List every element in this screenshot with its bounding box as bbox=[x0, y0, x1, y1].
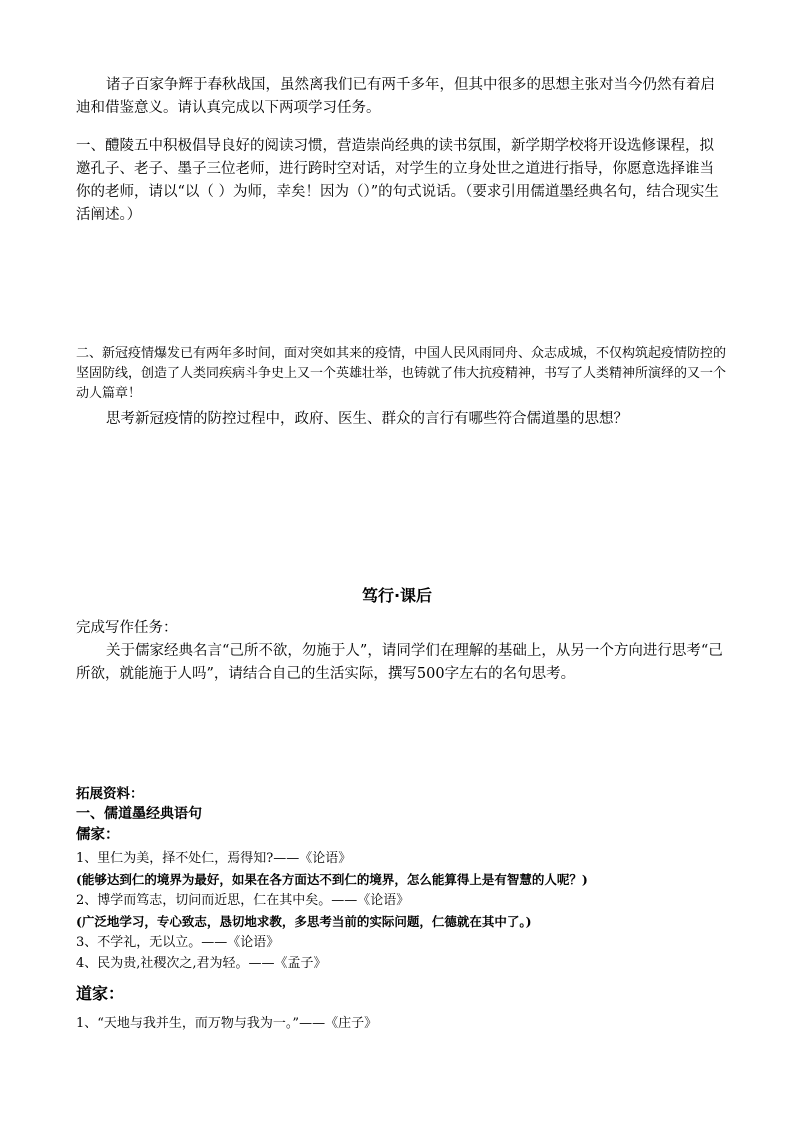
writing-task-label: 完成写作任务： bbox=[76, 620, 178, 636]
writing-task-text: 关于儒家经典名言“己所不欲，勿施于人”，请同学们在理解的基础上，从另一个方向进行思考“己所欲，就能施于人吗”，请结合自己的生活实际，撰写500字左右的名句思考。 bbox=[76, 643, 723, 682]
daoist-item-1: 1、“天地与我并生，而万物与我为一。”——《庄子》 bbox=[76, 1016, 378, 1031]
confucian-heading: 儒家： bbox=[76, 827, 120, 843]
confucian-item-2-note: (广泛地学习，专心致志，恳切地求教，多思考当前的实际问题，仁德就在其中了。) bbox=[76, 914, 532, 929]
confucian-item-1-note: (能够达到仁的境界为最好，如果在各方面达不到仁的境界，怎么能算得上是有智慧的人呢？) bbox=[76, 872, 588, 887]
confucian-item-2: 2、博学而笃志，切问而近思，仁在其中矣。——《论语》 bbox=[76, 893, 410, 908]
confucian-item-4: 4、民为贵,社稷次之,君为轻。——《孟子》 bbox=[76, 956, 327, 971]
confucian-item-1: 1、里仁为美，择不处仁，焉得知?——《论语》 bbox=[76, 851, 352, 866]
task-two-question: 思考新冠疫情的防控过程中，政府、医生、群众的言行有哪些符合儒道墨的思想？ bbox=[106, 411, 628, 427]
after-class-title: 笃行·课后 bbox=[361, 586, 433, 605]
extension-label: 拓展资料： bbox=[76, 786, 144, 802]
task-two-paragraph: 二、新冠疫情爆发已有两年多时间，面对突如其来的疫情，中国人民风雨同舟、众志成城，不仅构筑起疫情防控的坚固防线，创造了人类同疾病斗争史上又一个英雄壮举，也铸就了伟大抗疫精神，书写了人类精神所演绎的又一个动人篇章！ bbox=[76, 346, 727, 401]
intro-paragraph: 诸子百家争辉于春秋战国，虽然离我们已有两千多年，但其中很多的思想主张对当今仍然有着启迪和借鉴意义。请认真完成以下两项学习任务。 bbox=[76, 77, 715, 116]
task-one-paragraph: 一、醴陵五中积极倡导良好的阅读习惯，营造崇尚经典的读书氛围，新学期学校将开设选修课程，拟邀孔子、老子、墨子三位老师，进行跨时空对话，对学生的立身处世之道进行指导，你愿意选择谁当你的老师，请以“以（ ）为师，幸矣！因为（）”的句式说话。（要求引用儒道墨经典名句，结合现实生活阐述。） bbox=[76, 138, 719, 223]
extension-section-one: 一、儒道墨经典语句 bbox=[76, 806, 202, 822]
daoist-heading: 道家： bbox=[76, 984, 125, 1003]
confucian-item-3: 3、不学礼，无以立。——《论语》 bbox=[76, 935, 280, 950]
